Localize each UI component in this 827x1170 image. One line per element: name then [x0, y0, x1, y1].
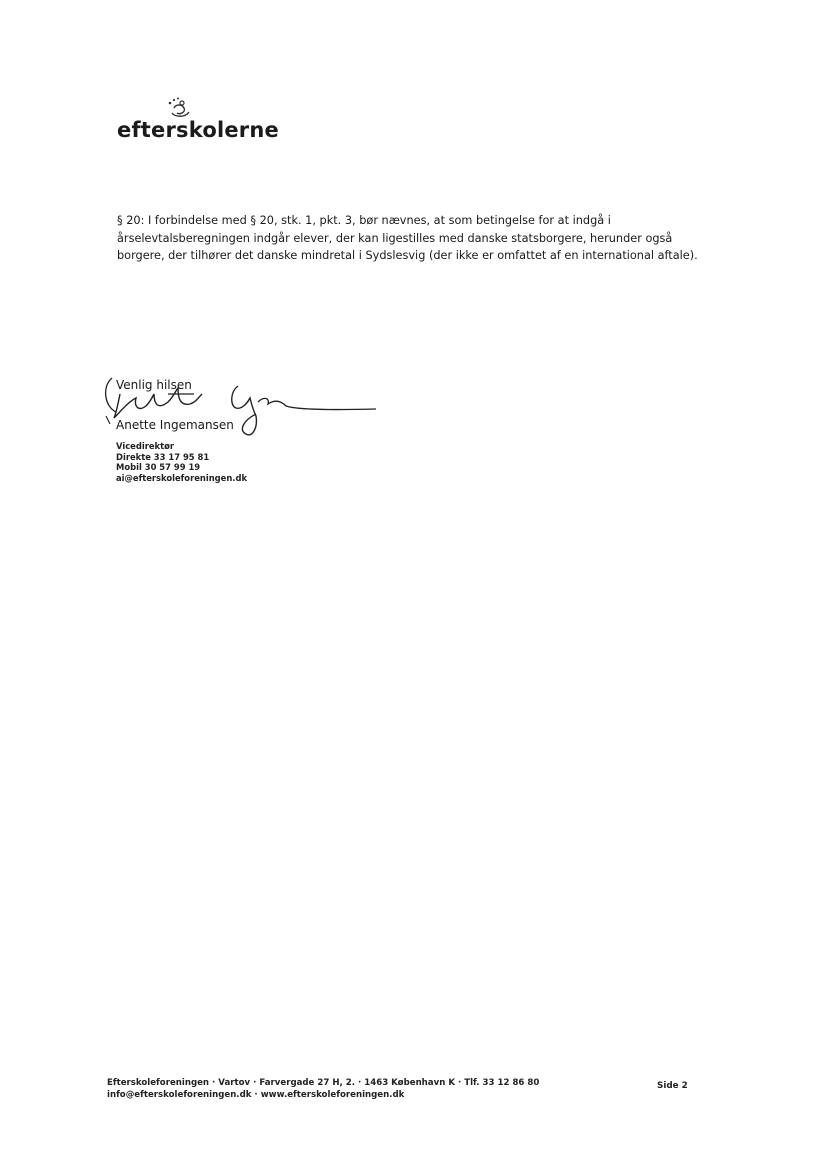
signer-contact	[116, 441, 247, 483]
body-line: borgere, der tilhører det danske mindretal i Sydslesvig (der ikke er omfattet af en international aftale).	[117, 249, 698, 262]
signer-email: ai@efterskoleforeningen.dk	[116, 472, 248, 483]
footer-address-line: Efterskoleforeningen · Vartov · Farvergade 27 H, 2. · 1463 København K · Tlf. 33 12 86 80	[107, 1078, 540, 1088]
letter-body	[117, 212, 717, 265]
body-line: § 20: I forbindelse med § 20, stk. 1, pkt. 3, bør nævnes, at som betingelse for at indgå i	[117, 214, 611, 227]
direct-phone: Direkte 33 17 95 81	[116, 451, 210, 462]
closing-greeting: Venlig hilsen	[116, 378, 192, 392]
handwritten-signature	[98, 372, 388, 444]
signer-name: Anette Ingemansen	[116, 418, 234, 432]
page-number: Side 2	[657, 1081, 688, 1091]
logo-wordmark: efterskolerne	[117, 118, 279, 142]
mobile-phone: Mobil 30 57 99 19	[116, 462, 201, 473]
page-footer	[107, 1078, 539, 1101]
footer-web-line: info@efterskoleforeningen.dk · www.efterskoleforeningen.dk	[107, 1089, 405, 1100]
body-line: årselevtalsberegningen indgår elever, der kan ligestilles med danske statsborgere, herunder også	[117, 231, 673, 245]
signer-title: Vicedirektør	[116, 441, 174, 451]
organization-logo	[117, 96, 287, 146]
